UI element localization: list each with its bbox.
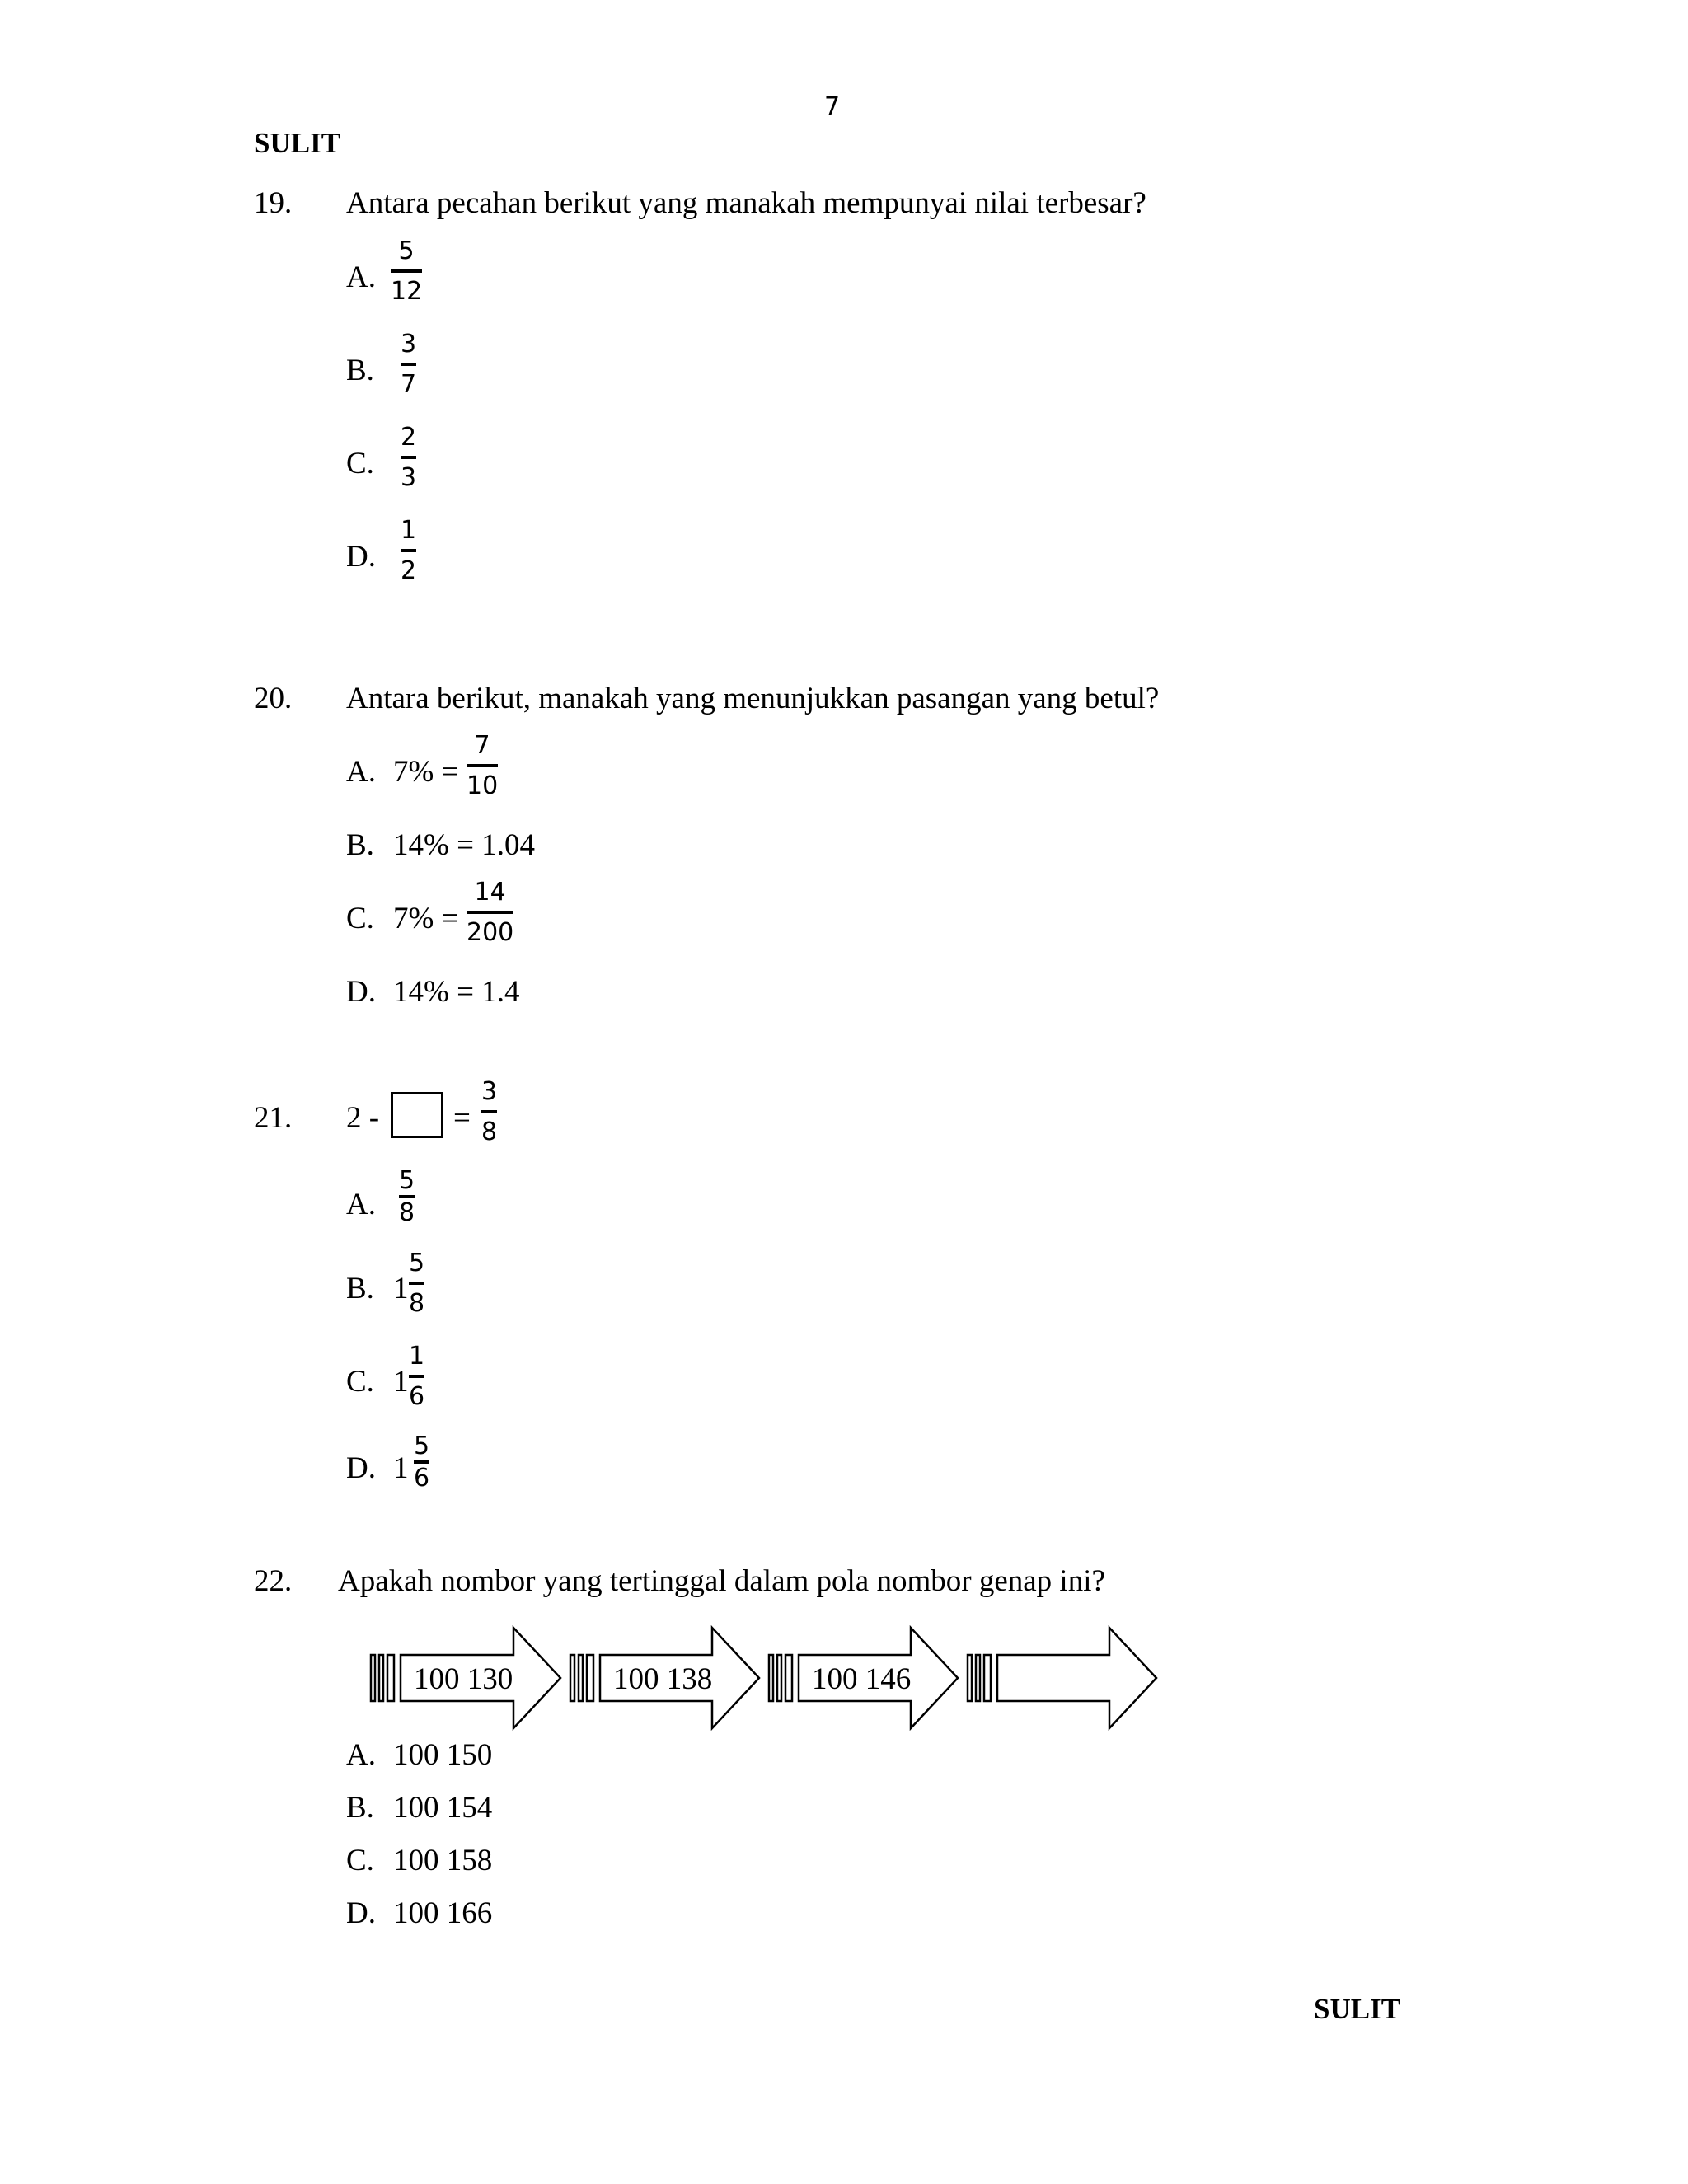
- denominator: 3: [401, 463, 417, 492]
- denominator: 6: [409, 1382, 425, 1411]
- header-classification: SULIT: [254, 127, 341, 159]
- option-label: D.: [346, 975, 376, 1009]
- option-label: A.: [346, 260, 376, 294]
- option-text: 14% = 1.4: [393, 975, 520, 1009]
- equation-lhs: 2 -: [346, 1101, 380, 1135]
- option-text: 100 166: [393, 1896, 493, 1930]
- option-label: D.: [346, 540, 376, 574]
- mixed-number-whole: 1: [393, 1451, 409, 1485]
- fraction: [409, 1251, 424, 1316]
- option-text: 14% = 1.04: [393, 828, 535, 862]
- option-text: 100 154: [393, 1791, 493, 1825]
- mixed-number-whole: 1: [393, 1272, 409, 1305]
- question-number: 21.: [254, 1101, 293, 1135]
- fraction: [401, 332, 416, 397]
- denominator: 8: [481, 1118, 498, 1146]
- numerator: 3: [401, 330, 417, 359]
- arrow-value: 100 130: [414, 1662, 513, 1696]
- option-label: C.: [346, 447, 374, 480]
- fraction: [467, 733, 498, 799]
- equals-sign: =: [453, 1101, 471, 1135]
- option-label: D.: [346, 1451, 376, 1485]
- option-expression: 7% =: [393, 755, 459, 789]
- denominator: 8: [409, 1289, 425, 1318]
- option-label: C.: [346, 1365, 374, 1399]
- option-text: 100 150: [393, 1738, 493, 1772]
- numerator: 5: [398, 237, 415, 265]
- question-text: Apakah nombor yang tertinggal dalam pola nombor genap ini?: [338, 1564, 1105, 1598]
- arrow-value: 100 138: [613, 1662, 713, 1696]
- denominator: 7: [401, 370, 417, 399]
- fraction: [401, 518, 416, 583]
- fraction: [401, 425, 416, 490]
- denominator: 2: [401, 556, 417, 585]
- question-number: 19.: [254, 186, 293, 220]
- numerator: 5: [414, 1432, 430, 1460]
- numerator: 1: [409, 1342, 425, 1371]
- denominator: 10: [467, 771, 499, 800]
- option-label: B.: [346, 828, 374, 862]
- numerator: 2: [401, 423, 417, 452]
- question-number: 22.: [254, 1564, 293, 1598]
- question-text: Antara berikut, manakah yang menunjukkan pasangan yang betul?: [346, 682, 1160, 715]
- option-label: A.: [346, 755, 376, 789]
- option-label: C.: [346, 1844, 374, 1877]
- fraction: [481, 1077, 498, 1146]
- fraction: [467, 880, 513, 945]
- option-label: B.: [346, 354, 374, 387]
- denominator: 12: [391, 277, 423, 306]
- denominator: 200: [467, 918, 514, 947]
- fraction: [399, 1166, 415, 1227]
- answer-blank-box: [391, 1092, 443, 1138]
- option-label: C.: [346, 902, 374, 935]
- option-expression: 7% =: [393, 902, 459, 935]
- option-label: B.: [346, 1272, 374, 1305]
- denominator: 8: [399, 1198, 415, 1227]
- fraction: [409, 1344, 424, 1409]
- denominator: 6: [414, 1464, 430, 1493]
- numerator: 7: [474, 731, 490, 760]
- arrow-value: 100 146: [812, 1662, 912, 1696]
- option-text: 100 158: [393, 1844, 493, 1877]
- numerator: 5: [399, 1166, 415, 1195]
- question-text: Antara pecahan berikut yang manakah mempunyai nilai terbesar?: [346, 186, 1146, 220]
- fraction: [414, 1434, 429, 1491]
- option-label: A.: [346, 1738, 376, 1772]
- mixed-number-whole: 1: [393, 1365, 409, 1399]
- numerator: 14: [474, 878, 506, 907]
- footer-classification: SULIT: [1314, 1993, 1401, 2025]
- page-number: 7: [824, 92, 841, 121]
- numerator: 5: [409, 1249, 425, 1277]
- option-label: B.: [346, 1791, 374, 1825]
- number-pattern-diagram: [363, 1619, 1170, 1731]
- numerator: 1: [401, 516, 417, 545]
- question-number: 20.: [254, 682, 293, 715]
- option-label: D.: [346, 1896, 376, 1930]
- option-label: A.: [346, 1188, 376, 1221]
- fraction: [391, 239, 422, 304]
- numerator: 3: [481, 1077, 498, 1106]
